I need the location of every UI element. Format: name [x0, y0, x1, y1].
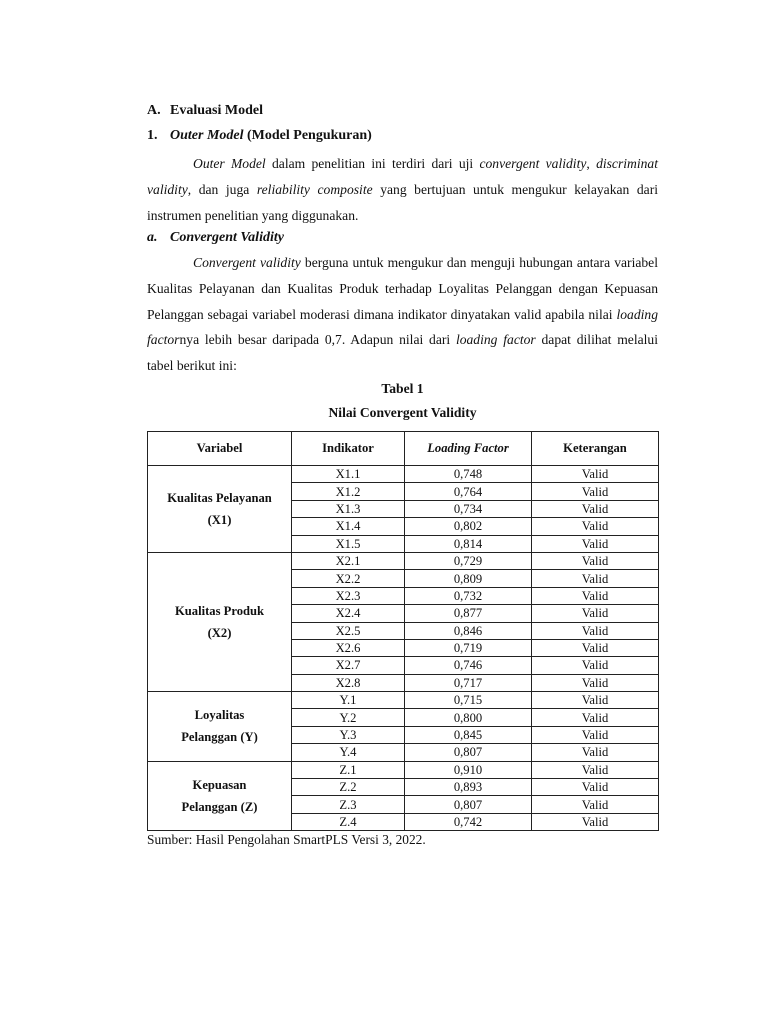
italic-term: loading factor	[455, 332, 536, 348]
paragraph-outer-model	[147, 151, 658, 228]
indicator-cell: X2.2	[292, 570, 405, 587]
loading-factor-cell: 0,814	[405, 535, 532, 552]
indicator-cell: Z.1	[292, 761, 405, 778]
keterangan-cell: Valid	[532, 692, 659, 709]
variable-name-line: Kualitas Produk	[175, 604, 264, 619]
variable-name-line: Pelanggan (Y)	[181, 730, 258, 745]
indicator-cell: X1.2	[292, 483, 405, 500]
section-number: A.	[147, 103, 161, 118]
paragraph-body	[147, 255, 658, 373]
text-run: berguna untuk mengukur dan menguji hubungan antara variabel Kualitas Pelayanan dan Kualitas Produk terhadap Loyalitas Pelanggan dengan Kepuasan Pelanggan sebagai variabel moderasi dimana indikator dinyatakan valid apabila nilai	[147, 255, 658, 322]
subsection-title-rest: (Model Pengukuran)	[243, 128, 372, 143]
indicator-cell: Z.2	[292, 779, 405, 796]
header-keterangan: Keterangan	[532, 432, 659, 466]
loading-factor-cell: 0,715	[405, 692, 532, 709]
header-loading-factor: Loading Factor	[405, 432, 532, 466]
table-caption-title: Nilai Convergent Validity	[328, 405, 477, 420]
indicator-cell: Z.4	[292, 813, 405, 830]
keterangan-cell: Valid	[532, 639, 659, 656]
header-variabel: Variabel	[148, 432, 292, 466]
indicator-cell: X2.4	[292, 605, 405, 622]
keterangan-cell: Valid	[532, 761, 659, 778]
indicator-cell: Y.3	[292, 726, 405, 743]
keterangan-cell: Valid	[532, 813, 659, 830]
indicator-cell: X1.3	[292, 500, 405, 517]
loading-factor-cell: 0,846	[405, 622, 532, 639]
subsection-number: 1.	[147, 128, 158, 143]
loading-factor-cell: 0,764	[405, 483, 532, 500]
keterangan-cell: Valid	[532, 466, 659, 483]
table-source-note: Sumber: Hasil Pengolahan SmartPLS Versi 3, 2022.	[147, 832, 426, 847]
loading-factor-cell: 0,800	[405, 709, 532, 726]
paragraph-convergent-validity	[147, 250, 658, 379]
variable-cell	[148, 761, 292, 831]
loading-factor-cell: 0,809	[405, 570, 532, 587]
keterangan-cell: Valid	[532, 570, 659, 587]
indicator-cell: X2.7	[292, 657, 405, 674]
keterangan-cell: Valid	[532, 674, 659, 691]
keterangan-cell: Valid	[532, 744, 659, 761]
keterangan-cell: Valid	[532, 518, 659, 535]
variable-cell	[148, 692, 292, 762]
variable-name-line: Kepuasan	[192, 777, 247, 792]
text-run: , dan juga	[187, 181, 257, 197]
keterangan-cell: Valid	[532, 796, 659, 813]
loading-factor-cell: 0,877	[405, 605, 532, 622]
text-run: nya lebih besar daripada 0,7. Adapun nilai dari	[179, 332, 456, 348]
indicator-cell: Y.2	[292, 709, 405, 726]
keterangan-cell: Valid	[532, 622, 659, 639]
table-row	[148, 692, 659, 709]
variable-name-line: (X2)	[207, 626, 232, 641]
loading-factor-cell: 0,893	[405, 779, 532, 796]
italic-term: loading factor	[147, 306, 658, 348]
table-row	[148, 552, 659, 569]
header-indikator: Indikator	[292, 432, 405, 466]
loading-factor-cell: 0,807	[405, 796, 532, 813]
italic-term: Convergent validity	[193, 255, 301, 270]
indicator-cell: X2.6	[292, 639, 405, 656]
keterangan-cell: Valid	[532, 483, 659, 500]
indicator-cell: Y.1	[292, 692, 405, 709]
text-run: dapat dilihat melalui tabel berikut ini:	[147, 332, 658, 374]
indicator-cell: X1.5	[292, 535, 405, 552]
indicator-cell: X2.8	[292, 674, 405, 691]
indicator-cell: X2.3	[292, 587, 405, 604]
italic-term: convergent validity	[479, 156, 587, 171]
table-header-row	[148, 432, 659, 466]
loading-factor-cell: 0,746	[405, 657, 532, 674]
keterangan-cell: Valid	[532, 657, 659, 674]
text-run: ,	[586, 156, 597, 171]
keterangan-cell: Valid	[532, 779, 659, 796]
loading-factor-cell: 0,732	[405, 587, 532, 604]
loading-factor-cell: 0,717	[405, 674, 532, 691]
convergent-validity-table	[147, 431, 659, 831]
text-run: dalam penelitian ini terdiri dari uji	[265, 156, 480, 171]
loading-factor-cell: 0,802	[405, 518, 532, 535]
text-run: yang bertujuan untuk mengukur kelayakan dari instrumen penelitian yang diggunakan.	[147, 181, 658, 223]
section-title: Evaluasi Model	[170, 103, 263, 118]
subsection-heading-outer-model	[147, 128, 372, 144]
italic-term: reliability composite	[256, 181, 373, 197]
italic-term: Outer Model	[193, 156, 266, 171]
indicator-cell: Y.4	[292, 744, 405, 761]
subheading-convergent-validity	[147, 230, 284, 246]
table-row	[148, 761, 659, 778]
table-caption-number: Tabel 1	[381, 381, 424, 396]
keterangan-cell: Valid	[532, 535, 659, 552]
loading-factor-cell: 0,719	[405, 639, 532, 656]
keterangan-cell: Valid	[532, 552, 659, 569]
keterangan-cell: Valid	[532, 726, 659, 743]
paragraph-body	[147, 156, 658, 223]
keterangan-cell: Valid	[532, 605, 659, 622]
loading-factor-cell: 0,734	[405, 500, 532, 517]
keterangan-cell: Valid	[532, 709, 659, 726]
keterangan-cell: Valid	[532, 587, 659, 604]
variable-cell	[148, 466, 292, 553]
indicator-cell: X2.1	[292, 552, 405, 569]
table-body	[148, 466, 659, 831]
indicator-cell: X1.1	[292, 466, 405, 483]
variable-name-line: Loyalitas	[194, 708, 245, 723]
loading-factor-cell: 0,742	[405, 813, 532, 830]
loading-factor-cell: 0,845	[405, 726, 532, 743]
variable-cell	[148, 552, 292, 691]
italic-term: discriminat validity	[147, 156, 658, 197]
variable-name-line: (X1)	[207, 512, 232, 527]
indicator-cell: X1.4	[292, 518, 405, 535]
indicator-cell: X2.5	[292, 622, 405, 639]
loading-factor-cell: 0,748	[405, 466, 532, 483]
section-heading-evaluasi	[147, 103, 263, 119]
table-row	[148, 466, 659, 483]
subheading-title: Convergent Validity	[170, 230, 284, 245]
loading-factor-cell: 0,807	[405, 744, 532, 761]
subsection-title-italic: Outer Model	[170, 128, 244, 143]
indicator-cell: Z.3	[292, 796, 405, 813]
variable-name-line: Pelanggan (Z)	[181, 799, 258, 814]
variable-name-line: Kualitas Pelayanan	[167, 490, 272, 505]
subheading-label: a.	[147, 230, 158, 245]
loading-factor-cell: 0,729	[405, 552, 532, 569]
loading-factor-cell: 0,910	[405, 761, 532, 778]
keterangan-cell: Valid	[532, 500, 659, 517]
